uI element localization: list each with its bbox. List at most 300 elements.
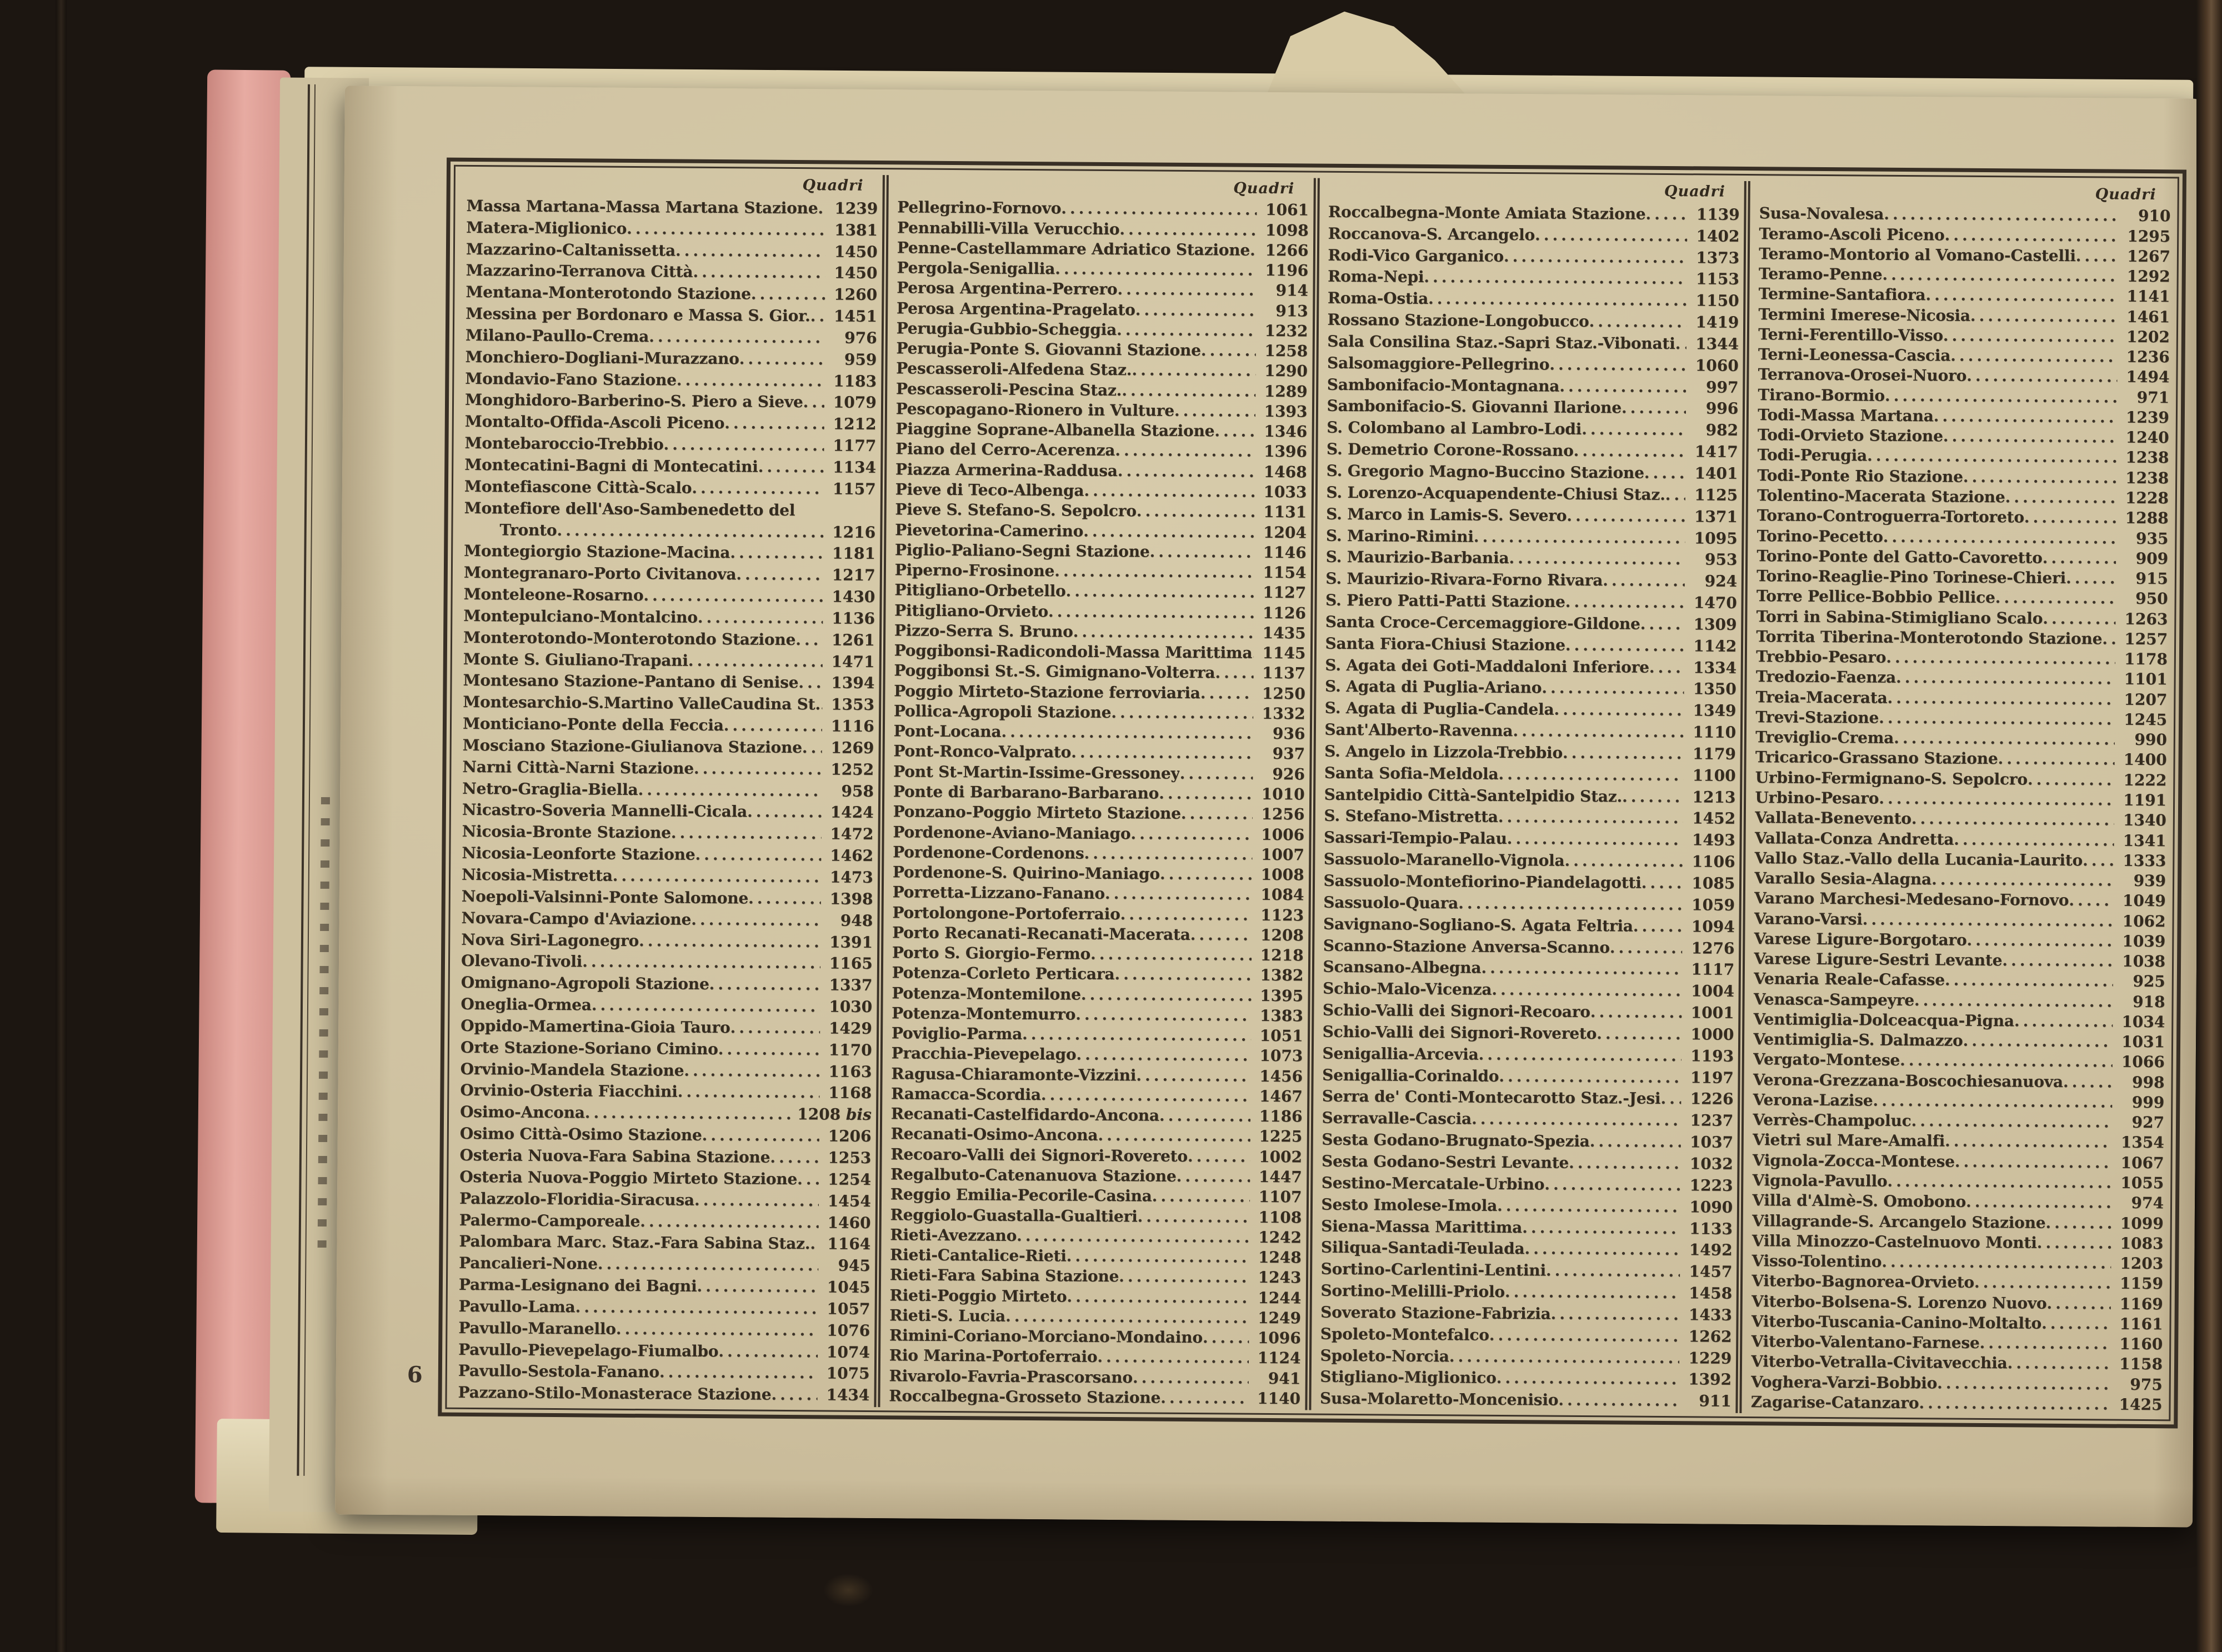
index-entry (1327, 439, 1738, 462)
dot-leader (1944, 225, 2118, 246)
quadro-number: 997 (1705, 378, 1739, 397)
quadro-number: 1074 (826, 1343, 870, 1361)
quadro-number: 1204 (1263, 523, 1307, 542)
dot-leader (1119, 1266, 1249, 1288)
dot-leader (1136, 1065, 1250, 1086)
index-entry (464, 455, 876, 478)
dot-leader (802, 738, 822, 758)
route-name: Sambonifacio-Montagnana (1327, 375, 1560, 396)
index-entry (466, 282, 877, 305)
index-entry (1320, 1303, 1732, 1325)
index-entry (893, 883, 1304, 905)
route-name: Torino-Pecetto (1756, 526, 1883, 546)
route-name: Mazzarino-Caltanissetta (466, 239, 676, 260)
route-name: Potenza-Montemurro (892, 1004, 1076, 1024)
quadro-number: 937 (1272, 744, 1305, 763)
index-entry (1326, 504, 1738, 527)
quadro-number: 1401 (1694, 464, 1738, 483)
route-name: Omignano-Agropoli Stazione (461, 973, 709, 994)
dot-leader (2066, 568, 2116, 589)
quadro-number: 1165 (829, 954, 873, 973)
route-name: Villa Minozzo-Castelnuovo Monti (1751, 1231, 2037, 1252)
index-entry (458, 1383, 869, 1405)
route-name: Ventimiglia-S. Dalmazzo (1753, 1030, 1963, 1050)
dot-leader (1937, 1373, 2110, 1394)
index-entry (1759, 203, 2171, 226)
route-name: Todi-Massa Martana (1758, 406, 1934, 425)
route-name: Nicosia-Leonforte Stazione (462, 844, 695, 864)
dot-leader (1489, 1325, 1680, 1346)
dot-leader (1934, 406, 2117, 427)
route-name: Monticiano-Ponte della Feccia (462, 714, 724, 735)
dot-leader (709, 974, 820, 995)
route-name: Piperno-Frosinone (894, 560, 1055, 580)
route-name: Poviglio-Parma (891, 1024, 1023, 1044)
route-name: Santelpidio Città-Santelpidio Staz. (1324, 785, 1623, 806)
route-name: S. Lorenzo-Acquapendente-Chiusi Staz. (1326, 483, 1665, 504)
quadro-number: 1471 (831, 652, 875, 671)
index-entry (459, 1275, 870, 1298)
dot-leader (797, 1169, 819, 1189)
quadro-number: 1240 (2125, 428, 2169, 447)
dot-leader (1132, 361, 1255, 382)
route-name: Pescasseroli-Alfedena Staz. (896, 359, 1132, 379)
quadro-number: 1382 (1260, 966, 1304, 985)
quadro-number: 990 (2134, 730, 2167, 749)
quadro-number: 1177 (833, 436, 877, 455)
index-entry (1321, 1216, 1733, 1239)
index-entry (465, 412, 877, 434)
route-name: Montegranaro-Porto Civitanova (463, 563, 737, 584)
route-name: Porto S. Giorgio-Fermo (892, 943, 1091, 963)
dot-leader (1137, 1207, 1249, 1227)
index-entry (463, 649, 875, 672)
under-page-rule (303, 84, 316, 1475)
dot-leader (1492, 980, 1682, 1001)
index-entry (461, 908, 873, 931)
dot-leader (702, 1125, 819, 1146)
quadro-number: 1373 (1696, 248, 1740, 267)
dot-leader (1159, 1106, 1250, 1127)
route-name: Osteria Nuova-Fara Sabina Stazione (459, 1145, 770, 1167)
dot-leader (1250, 241, 1257, 261)
route-name: Santa Fiora-Chiusi Stazione (1325, 634, 1565, 654)
index-entry (895, 459, 1307, 482)
route-name: Schio-Valli dei Signori-Rovereto (1322, 1022, 1597, 1043)
quadro-number: 1146 (1263, 543, 1307, 562)
dot-leader (1160, 864, 1252, 885)
index-entry (460, 1124, 872, 1147)
index-entry (464, 477, 876, 499)
index-entry (1759, 244, 2170, 267)
route-name: Voghera-Varzi-Bobbio (1750, 1372, 1938, 1393)
route-name: S. Maurizio-Rivara-Forno Rivara (1325, 569, 1603, 590)
index-entry (464, 498, 876, 521)
route-name: Narni Città-Narni Stazione (462, 757, 694, 778)
route-name: Savignano-Sogliano-S. Agata Feltria (1323, 914, 1633, 935)
quadro-number: 1059 (1691, 895, 1735, 914)
route-name: Varano Marchesi-Medesano-Fornovo (1754, 889, 2069, 910)
dot-leader (810, 306, 825, 326)
route-name: Vergato-Montese (1753, 1050, 1900, 1070)
route-name: Sortino-Carlentini-Lentini (1320, 1259, 1547, 1280)
route-name: Soverato Stazione-Fabrizia (1320, 1303, 1551, 1323)
index-entry (890, 1205, 1302, 1228)
route-name: Monteleone-Rosarno (463, 584, 644, 605)
route-name: Torrita Tiberina-Monterotondo Stazione (1756, 627, 2103, 648)
route-name: Orvinio-Osteria Fiacchini (460, 1081, 678, 1102)
index-entry (1751, 1311, 2163, 1334)
index-entry (895, 520, 1307, 543)
under-page-cut-text (317, 797, 330, 1261)
index-entry (462, 887, 873, 909)
route-name: Noepoli-Valsinni-Ponte Salomone (461, 887, 749, 908)
route-name: Pitigliano-Orbetello (894, 580, 1066, 600)
dot-leader (1177, 1167, 1250, 1187)
route-name: Senigallia-Corinaldo (1322, 1065, 1499, 1085)
quadro-number: 1137 (1262, 664, 1306, 683)
dot-leader (1610, 938, 1683, 958)
route-name: Pergola-Senigallia (897, 258, 1055, 278)
route-name: Pavullo-Maranello (458, 1318, 616, 1338)
dot-leader (1117, 320, 1256, 341)
dot-leader (1565, 592, 1685, 613)
index-entry (890, 1164, 1302, 1187)
index-entry (1753, 1050, 2165, 1073)
quadro-number: 1340 (2123, 810, 2166, 830)
quadro-number: 1229 (1688, 1348, 1732, 1368)
index-entry (894, 600, 1306, 623)
quadro-number: 1396 (1263, 442, 1308, 461)
dot-leader (1559, 376, 1686, 397)
dot-leader (1133, 1368, 1249, 1388)
route-name: Massa Martana-Massa Martana Stazione (466, 196, 818, 218)
route-name: Montesarchio-S.Martino ValleCaudina St. (463, 693, 821, 714)
route-name: S. Angelo in Lizzola-Trebbio (1324, 742, 1563, 762)
index-entry (463, 606, 875, 629)
route-name: Rivarolo-Favria-Prascorsano (889, 1366, 1133, 1386)
quadro-number: 1239 (2125, 408, 2170, 427)
quadro-number: 1269 (830, 738, 874, 757)
index-entry (895, 500, 1307, 523)
index-entry (897, 258, 1308, 281)
dot-leader (2041, 1314, 2111, 1334)
index-entry (897, 238, 1309, 261)
index-entry (890, 1144, 1302, 1167)
route-name: Pennabilli-Villa Verucchio (897, 218, 1120, 238)
index-column (1736, 181, 2175, 1416)
index-entry (1322, 1043, 1734, 1066)
quadro-number: 1450 (834, 263, 878, 283)
quadro-number: 1006 (1261, 825, 1305, 844)
quadro-number: 1032 (1689, 1154, 1733, 1173)
quadro-number: 1461 (2126, 307, 2170, 326)
index-entry (1752, 1190, 2164, 1213)
index-entry (897, 278, 1308, 301)
index-entry (889, 1285, 1301, 1308)
route-name: Pordenone-Aviano-Maniago (893, 822, 1131, 843)
index-entry (1328, 288, 1739, 311)
route-name: Torano-Controguerra-Tortoreto (1756, 506, 2024, 527)
dot-leader (1558, 1390, 1679, 1411)
quadro-number: 1470 (1693, 593, 1737, 612)
index-entry (459, 1210, 871, 1233)
dot-leader (575, 1297, 818, 1319)
dot-leader (1544, 1174, 1680, 1195)
dot-leader (697, 1276, 818, 1298)
index-entry (1325, 677, 1736, 699)
index-entry (459, 1232, 870, 1254)
dot-leader (1642, 873, 1683, 894)
dot-leader (1097, 1347, 1248, 1368)
index-entry (1754, 989, 2165, 1012)
dot-leader (1563, 743, 1684, 764)
dot-leader (1081, 984, 1252, 1005)
dot-leader (724, 715, 822, 736)
dot-leader (649, 327, 825, 348)
quadro-number: 1223 (1689, 1176, 1733, 1195)
index-entry (1323, 957, 1734, 980)
route-name: S. Gregorio Magno-Buccino Stazione (1326, 461, 1644, 482)
dot-leader (1863, 909, 2114, 931)
dot-leader (1881, 1252, 2111, 1274)
quadro-number: 910 (2138, 207, 2171, 226)
index-entry (459, 1167, 871, 1190)
quadro-number: 1164 (827, 1234, 871, 1254)
route-name: Todi-Ponte Rio Stazione (1757, 465, 1963, 486)
index-entry (1326, 525, 1738, 548)
index-entry (463, 714, 874, 737)
quadro-number: 976 (844, 328, 877, 347)
index-entry (897, 198, 1309, 221)
index-entry (1323, 1000, 1734, 1023)
dot-leader (1201, 341, 1256, 361)
index-entry (464, 584, 875, 607)
quadro-number: 1001 (1690, 1003, 1734, 1022)
dot-leader (2028, 769, 2115, 790)
quadro-number: 1100 (1692, 766, 1736, 785)
quadro-number: 971 (2136, 388, 2170, 407)
index-entry (464, 433, 876, 456)
dot-leader (1919, 1393, 2110, 1414)
route-name: S. Agata dei Goti-Maddaloni Inferiore (1325, 655, 1649, 677)
index-entry (1755, 768, 2167, 790)
index-entry (893, 742, 1305, 764)
dot-leader (1174, 401, 1255, 422)
route-name: S. Agata di Puglia-Candela (1324, 698, 1554, 719)
index-entry (892, 963, 1304, 986)
dot-leader (2076, 246, 2118, 267)
index-entry (462, 757, 874, 780)
route-name: Sassuolo-Quara (1323, 893, 1459, 913)
dot-leader (1622, 787, 1684, 807)
index-entry (1323, 871, 1735, 894)
dot-leader (748, 888, 821, 909)
route-name: Monte S. Giuliano-Trapani (463, 649, 688, 670)
quadro-number: 948 (840, 911, 873, 930)
route-name: Rieti-S. Lucia (889, 1306, 1006, 1325)
route-name: Vietri sul Mare-Amalfi (1752, 1130, 1945, 1150)
dot-leader (1565, 635, 1685, 655)
dot-leader (1955, 1152, 2112, 1173)
quadro-number: 1090 (1689, 1197, 1733, 1217)
route-name: Pollica-Agropoli Stazione (893, 702, 1112, 722)
index-entry (1756, 647, 2168, 669)
index-entry (1754, 929, 2165, 952)
dot-leader (1867, 446, 2117, 468)
quadro-number: 1417 (1694, 442, 1738, 462)
dot-leader (1504, 246, 1687, 267)
dot-leader (1071, 743, 1253, 764)
index-entry (1759, 284, 2170, 307)
route-name: Novara-Campo d'Aviazione (461, 908, 692, 929)
route-name: Torre Pellice-Bobbio Pellice (1756, 587, 1995, 607)
quadro-number: 1346 (1264, 422, 1308, 441)
dot-leader (1535, 225, 1688, 246)
route-name: Ponte di Barbarano-Barbarano (893, 782, 1159, 803)
index-entry (890, 1265, 1302, 1288)
dot-leader (1214, 421, 1255, 442)
route-name: Torri in Sabina-Stimigliano Scalo (1756, 607, 2043, 628)
dot-leader (1998, 749, 2114, 770)
quadro-number: 996 (1705, 399, 1739, 418)
route-name: Pazzano-Stilo-Monasterace Stazione (458, 1383, 772, 1404)
route-name: Portolongone-Portoferraio (892, 903, 1120, 923)
route-name: Villa d'Almè-S. Omobono (1752, 1191, 1966, 1212)
index-entry (1327, 374, 1739, 397)
index-entry (1756, 687, 2168, 710)
dot-leader (1152, 1187, 1250, 1207)
index-entry (894, 640, 1306, 663)
quadro-number: 1237 (1690, 1111, 1734, 1130)
index-entry (1323, 893, 1735, 915)
route-name: Pizzo-Serra S. Bruno (894, 621, 1073, 641)
quadro-number: 1140 (1257, 1389, 1301, 1408)
index-entry (1323, 1022, 1734, 1045)
quadro-number: 1049 (2122, 892, 2166, 910)
dot-leader (718, 1341, 818, 1362)
quadro-number: 1492 (1689, 1240, 1733, 1260)
paper-stain (823, 1573, 873, 1607)
quadro-number: 1051 (1259, 1027, 1303, 1045)
dot-leader (1067, 1246, 1249, 1268)
index-entry (892, 943, 1304, 965)
dot-leader (1995, 588, 2116, 609)
route-name: Pont-Locana (893, 722, 1002, 741)
quadro-number: 1031 (2121, 1032, 2165, 1052)
index-entry (1758, 425, 2169, 448)
index-entry (1327, 461, 1738, 484)
quadro-number: 1079 (833, 393, 877, 412)
dot-leader (1590, 1002, 1682, 1023)
quadro-number: 1203 (2120, 1254, 2164, 1273)
dot-leader (1896, 668, 2115, 689)
quadro-number: 1494 (2126, 368, 2170, 387)
index-entry (1756, 586, 2168, 609)
index-entry (1758, 304, 2170, 327)
route-name: Rio Marina-Portoferraio (889, 1346, 1098, 1366)
quadro-number: 1217 (832, 565, 875, 585)
dot-leader (1589, 312, 1686, 332)
index-entry (1326, 547, 1738, 570)
index-entry (1758, 344, 2170, 367)
index-entry (461, 929, 873, 952)
dot-leader (1966, 366, 2118, 387)
dot-leader (1041, 1085, 1250, 1107)
quadro-number: 1462 (830, 846, 874, 865)
dot-leader (1083, 521, 1254, 542)
dot-leader (736, 564, 823, 585)
route-name: Sesta Godano-Sestri Levante (1321, 1152, 1569, 1172)
quadro-number: 1169 (2119, 1294, 2163, 1313)
index-entry (892, 923, 1304, 945)
dot-leader (798, 673, 822, 693)
index-entry (894, 661, 1305, 684)
dot-leader (810, 1234, 818, 1254)
route-name: Serra de' Conti-Montecarotto Staz.-Jesi (1322, 1087, 1661, 1108)
route-name: Roma-Nepi (1328, 267, 1424, 287)
route-name: Sortino-Melilli-Priolo (1320, 1281, 1505, 1301)
dot-leader (1645, 204, 1688, 225)
route-name: Sambonifacio-S. Giovanni Ilarione (1327, 397, 1622, 417)
dot-leader (1966, 930, 2113, 952)
quadro-number: 1116 (830, 717, 874, 736)
route-name: Olevano-Tivoli (461, 952, 583, 971)
index-entry (462, 778, 874, 801)
quadro-number: 1163 (828, 1062, 872, 1081)
quadro-number: 1236 (2126, 347, 2170, 367)
route-name: Rieti-Avezzano (890, 1225, 1017, 1245)
dot-leader (1159, 784, 1253, 804)
quadro-number: 1400 (2123, 750, 2167, 769)
dot-leader (1894, 728, 2115, 750)
route-name: Osimo Città-Osimo Stazione (459, 1124, 702, 1145)
dot-leader (1073, 622, 1254, 643)
route-name: Mazzarino-Terranova Città (466, 261, 693, 282)
quadro-number: 1250 (1262, 684, 1306, 703)
index-entry (1753, 1009, 2165, 1032)
route-name: Perosa Argentina-Perrero (897, 278, 1118, 299)
index-entry (1324, 849, 1735, 872)
route-name: Tricarico-Grassano Stazione (1755, 748, 1998, 768)
quadro-number: 1145 (1262, 644, 1306, 663)
dot-leader (582, 952, 820, 974)
index-entry (897, 218, 1309, 241)
dot-leader (2045, 1213, 2111, 1233)
route-name: Regalbuto-Catenanuova Stazione (890, 1165, 1177, 1185)
index-entry (461, 1059, 872, 1082)
dot-leader (1075, 1004, 1251, 1025)
dot-leader (2083, 850, 2114, 870)
route-name: Rieti-Poggio Mirteto (889, 1285, 1067, 1306)
quadro-number: 1208 (1260, 925, 1304, 945)
index-entry (465, 390, 877, 413)
index-entry (466, 261, 878, 283)
quadro-number: 1073 (1259, 1047, 1303, 1065)
quadro-number: 1394 (831, 673, 875, 693)
route-name: Ramacca-Scordia (891, 1084, 1041, 1104)
route-name: Viterbo-Bagnorea-Orvieto (1751, 1271, 1975, 1292)
dot-leader (640, 1212, 819, 1233)
route-name: Orvinio-Mandela Stazione (460, 1059, 684, 1080)
quadro-number: 1249 (1258, 1308, 1302, 1328)
route-name: S. Piero Patti-Patti Stazione (1325, 590, 1565, 611)
quadro-number: 1212 (833, 414, 877, 434)
quadro-number: 1000 (1690, 1025, 1734, 1044)
quadro-number: 1067 (2120, 1153, 2164, 1173)
index-entry (1320, 1324, 1732, 1346)
route-name: Trebbio-Pesaro (1756, 647, 1886, 667)
